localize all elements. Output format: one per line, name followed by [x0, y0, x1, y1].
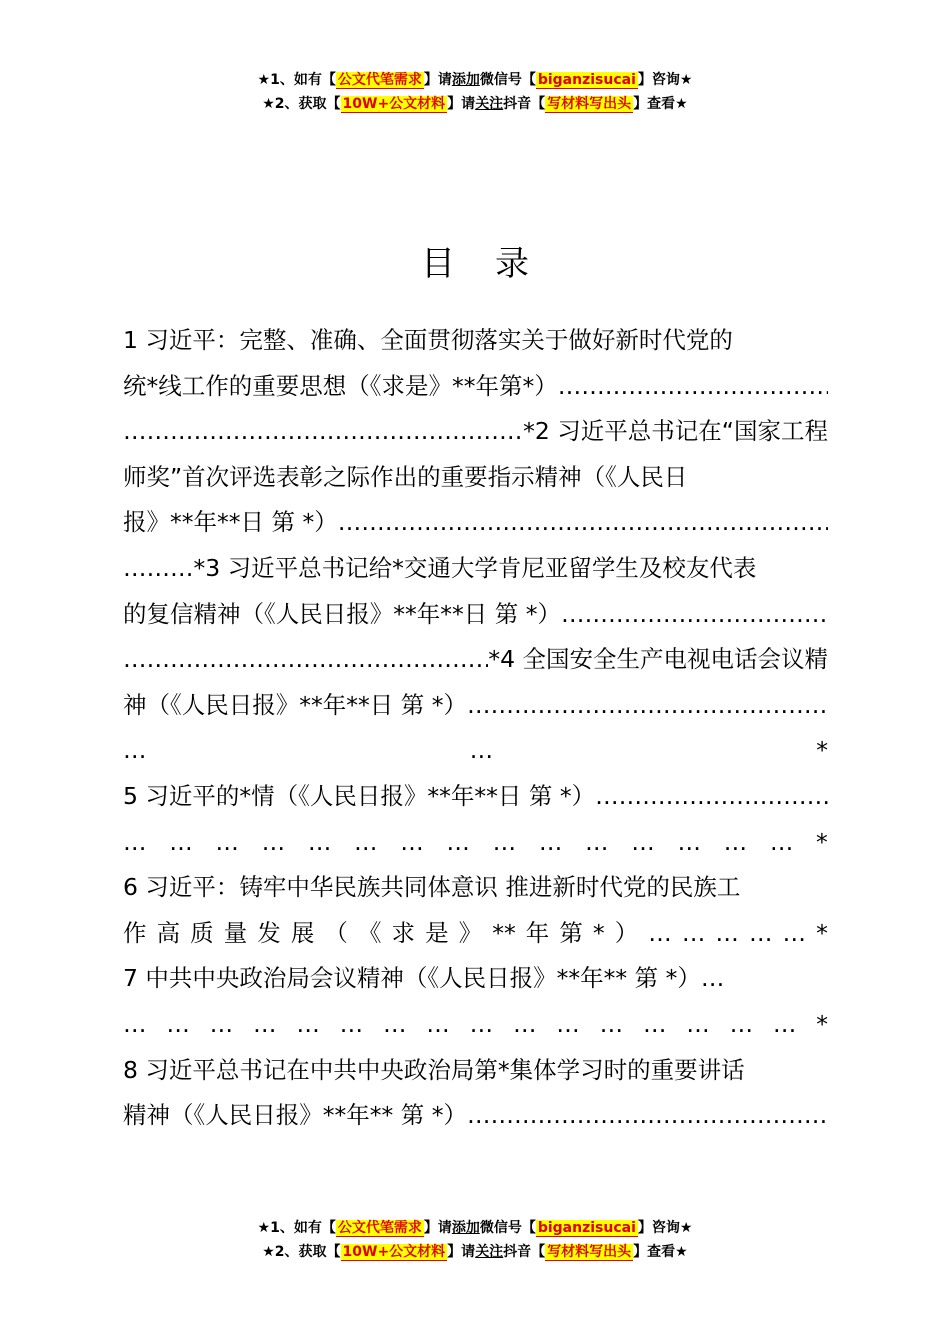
banner-underline: 关注: [475, 1244, 504, 1260]
toc-glyph: …: [642, 1009, 667, 1038]
toc-text: 5 习近平的*情（《人民日报》**年**日 第 *）: [123, 781, 596, 810]
banner-line-1: [0, 68, 950, 92]
toc-glyph: …: [400, 827, 424, 856]
toc-leader-dots: ………: [123, 553, 194, 582]
toc-glyph: *: [816, 1009, 828, 1038]
banner-text: 抖音【: [503, 96, 546, 112]
page-title: 目录: [421, 244, 569, 284]
banner-text: ★1、如有【: [257, 1220, 336, 1236]
banner-wechat-id: biganzisucai: [537, 1220, 636, 1236]
toc-glyph: ）: [614, 918, 639, 947]
banner-text: 】咨询★: [637, 1220, 693, 1236]
toc-line: [123, 683, 828, 729]
toc-glyph: …: [307, 827, 332, 856]
toc-glyph: …: [261, 827, 286, 856]
toc-text: 报》**年**日 第 *）: [123, 508, 338, 537]
banner-text: ★2、获取【: [262, 96, 341, 112]
toc-line: 1 习近平：完整、准确、全面贯彻落实关于做好新时代党的: [123, 326, 733, 354]
banner-underline: 关注: [475, 96, 504, 112]
toc-glyph: 《: [357, 918, 382, 947]
toc-glyph: 高: [156, 918, 181, 947]
toc-line: [123, 364, 828, 410]
banner-text: 】请: [447, 96, 476, 112]
toc-glyph: …: [585, 827, 609, 856]
banner-text: 抖音【: [503, 1244, 546, 1260]
banner-text: 】查看★: [633, 1244, 688, 1260]
toc-glyph: …: [469, 736, 494, 765]
banner-text: 】查看★: [633, 96, 688, 112]
toc-glyph: …: [426, 1009, 450, 1038]
toc-line: [123, 592, 828, 638]
banner-wechat-id: biganzisucai: [537, 72, 636, 88]
toc-line: [123, 728, 828, 774]
toc-text: *3 习近平总书记给*交通大学肯尼亚留学生及校友代表: [193, 553, 757, 582]
toc-glyph: …: [469, 1009, 494, 1038]
toc-glyph: 年: [525, 918, 550, 947]
toc-line: [123, 1002, 828, 1048]
toc-text: 精神（《人民日报》**年** 第 *）: [123, 1101, 467, 1130]
toc-glyph: …: [512, 1009, 537, 1038]
toc-glyph: …: [729, 1009, 754, 1038]
toc-glyph: …: [339, 1009, 364, 1038]
toc-glyph: *: [816, 918, 828, 947]
toc-glyph: …: [556, 1009, 580, 1038]
toc-glyph: …: [252, 1009, 277, 1038]
toc-glyph: …: [446, 827, 470, 856]
toc-glyph: …: [723, 827, 748, 856]
toc-glyph: *: [816, 827, 828, 856]
toc-text: 的复信精神（《人民日报》**年**日 第 *）: [123, 599, 561, 628]
toc-text: *4 全国安全生产电视电话会议精: [488, 645, 828, 674]
toc-glyph: …: [681, 918, 706, 947]
banner-underline: 添加: [451, 72, 480, 88]
banner-line-2: [0, 1240, 950, 1264]
toc-glyph: …: [715, 918, 739, 947]
toc-line: [123, 500, 828, 546]
toc-line: 师奖”首次评选表彰之际作出的重要指示精神（《人民日: [123, 462, 688, 491]
banner-text: 微信号【: [479, 1220, 536, 1236]
banner-highlight: 10W+公文材料: [342, 1244, 446, 1260]
banner-text: 微信号【: [479, 72, 536, 88]
toc-glyph: …: [538, 827, 563, 856]
banner-text: ★2、获取【: [262, 1244, 341, 1260]
toc-line: 7 中共中央政治局会议精神（《人民日报》**年** 第 *）…: [123, 964, 725, 993]
toc-glyph: …: [169, 827, 193, 856]
banner-line-2: [0, 92, 950, 116]
banner-text: 】请: [423, 1220, 452, 1236]
toc-leader-dots: [595, 774, 828, 820]
banner-highlight: 公文代笔需求: [337, 1220, 422, 1236]
toc-glyph: 质: [190, 918, 214, 947]
toc-line: [123, 774, 828, 820]
toc-leader-dots: [558, 364, 828, 410]
banner-line-1: [0, 1216, 950, 1240]
toc-text: 神（《人民日报》**年**日 第 *）: [123, 690, 467, 719]
toc-glyph: …: [782, 918, 806, 947]
toc-line: [123, 820, 828, 866]
banner-highlight: 公文代笔需求: [337, 72, 422, 88]
toc-glyph: （: [324, 918, 348, 947]
toc-glyph: …: [648, 918, 672, 947]
toc-glyph: 是: [425, 918, 449, 947]
toc-line: [123, 911, 828, 957]
toc-glyph: 发: [257, 918, 281, 947]
toc-leader-dots: [561, 592, 828, 638]
toc-glyph: …: [296, 1009, 320, 1038]
toc-line: [123, 637, 828, 683]
header-banner: [0, 68, 950, 116]
toc-line: [123, 409, 828, 455]
toc-glyph: *: [816, 736, 828, 765]
toc-glyph: …: [382, 1009, 407, 1038]
toc-leader-dots: [338, 500, 828, 546]
toc-line: 8 习近平总书记在中共中央政治局第*集体学习时的重要讲话: [123, 1055, 745, 1084]
toc-glyph: …: [769, 827, 794, 856]
toc-leader-dots: [467, 683, 828, 729]
toc-text: *2 习近平总书记在“国家工程: [523, 417, 828, 446]
banner-douyin-id: 写材料写出头: [547, 1244, 632, 1260]
toc-glyph: 求: [391, 918, 415, 947]
toc-glyph: …: [748, 918, 773, 947]
toc-glyph: …: [166, 1009, 190, 1038]
toc-glyph: …: [123, 736, 147, 765]
toc-glyph: **: [492, 918, 516, 947]
toc-glyph: 》: [458, 918, 483, 947]
banner-text: 】请: [447, 1244, 476, 1260]
toc-glyph: 量: [223, 918, 248, 947]
banner-underline: 添加: [451, 1220, 480, 1236]
banner-text: 】请: [423, 72, 452, 88]
toc-glyph: 展: [290, 918, 315, 947]
toc-line: [123, 546, 828, 592]
banner-text: 】咨询★: [637, 72, 693, 88]
table-of-contents: [123, 318, 828, 1139]
toc-line: 6 习近平：铸牢中华民族共同体意识 推进新时代党的民族工: [123, 873, 741, 902]
toc-glyph: …: [123, 1009, 147, 1038]
toc-leader-dots: [467, 1093, 828, 1139]
banner-douyin-id: 写材料写出头: [547, 96, 632, 112]
toc-glyph: …: [209, 1009, 234, 1038]
toc-line: [123, 1093, 828, 1139]
toc-glyph: …: [686, 1009, 710, 1038]
toc-glyph: *: [592, 918, 605, 947]
toc-text: 统*线工作的重要思想（《求是》**年第*）: [123, 371, 558, 400]
toc-leader-dots: [123, 637, 488, 683]
toc-glyph: 作: [123, 918, 147, 947]
footer-banner: [0, 1216, 950, 1264]
toc-glyph: 第: [559, 918, 583, 947]
toc-glyph: …: [492, 827, 517, 856]
toc-glyph: …: [677, 827, 701, 856]
toc-glyph: …: [631, 827, 655, 856]
banner-highlight: 10W+公文材料: [342, 96, 446, 112]
toc-leader-dots: [123, 409, 523, 455]
toc-glyph: …: [215, 827, 239, 856]
toc-glyph: …: [123, 827, 147, 856]
toc-glyph: …: [772, 1009, 797, 1038]
banner-text: ★1、如有【: [257, 72, 336, 88]
toc-glyph: …: [354, 827, 378, 856]
toc-glyph: …: [599, 1009, 624, 1038]
